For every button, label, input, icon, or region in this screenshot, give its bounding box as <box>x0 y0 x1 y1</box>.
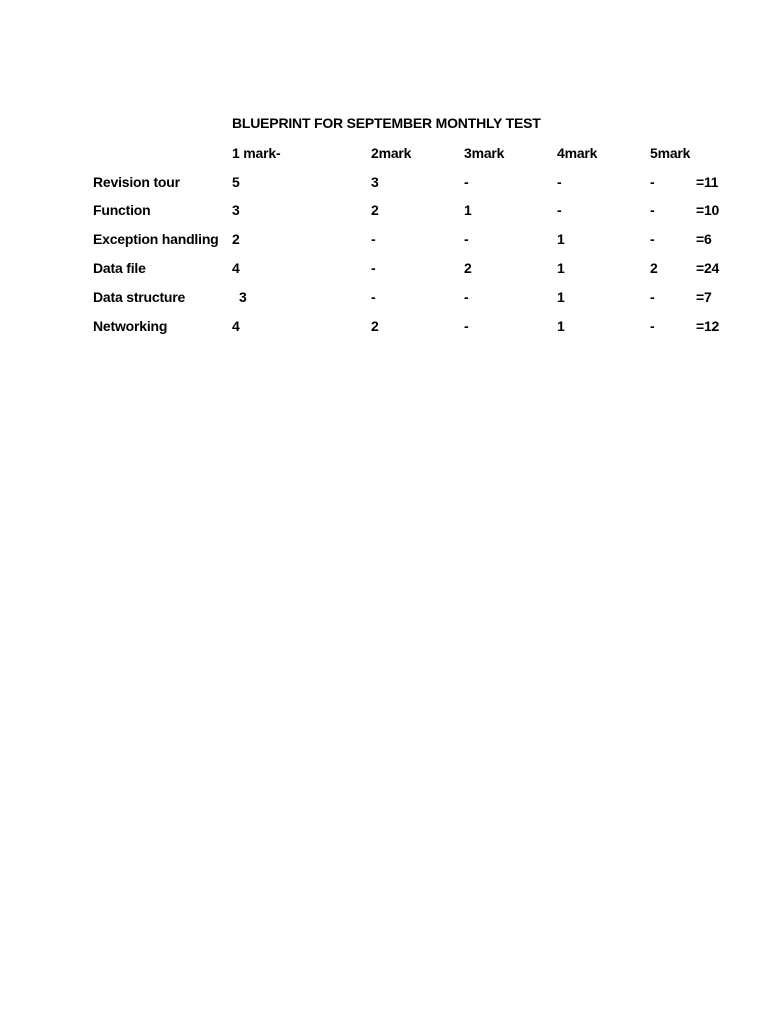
row-3-mark: - <box>464 231 469 247</box>
header-5-mark: 5mark <box>650 145 691 161</box>
row-3-mark: 1 <box>464 202 472 218</box>
row-3-mark: 2 <box>464 260 472 276</box>
row-topic: Networking <box>93 318 168 334</box>
row-total: =11 <box>696 174 719 190</box>
row-2-mark: 2 <box>371 202 379 218</box>
row-4-mark: 1 <box>557 318 565 334</box>
row-4-mark: - <box>557 202 562 218</box>
row-2-mark: - <box>371 289 376 305</box>
row-3-mark: - <box>464 289 469 305</box>
row-total: =10 <box>696 202 720 218</box>
row-topic: Exception handling <box>93 231 219 247</box>
row-1-mark: 3 <box>239 289 247 305</box>
header-1-mark: 1 mark- <box>232 145 281 161</box>
row-4-mark: 1 <box>557 260 565 276</box>
row-1-mark: 5 <box>232 174 240 190</box>
row-topic: Data file <box>93 260 146 276</box>
row-total: =7 <box>696 289 712 305</box>
row-2-mark: 2 <box>371 318 379 334</box>
header-2-mark: 2mark <box>371 145 412 161</box>
row-5-mark: - <box>650 318 655 334</box>
row-total: =6 <box>696 231 712 247</box>
row-topic: Revision tour <box>93 174 180 190</box>
row-3-mark: - <box>464 318 469 334</box>
row-total: =24 <box>696 260 720 276</box>
row-2-mark: - <box>371 231 376 247</box>
row-1-mark: 4 <box>232 318 240 334</box>
row-topic: Data structure <box>93 289 186 305</box>
header-4-mark: 4mark <box>557 145 598 161</box>
row-topic: Function <box>93 202 151 218</box>
row-1-mark: 3 <box>232 202 240 218</box>
row-5-mark: - <box>650 202 655 218</box>
row-total: =12 <box>696 318 720 334</box>
header-3-mark: 3mark <box>464 145 505 161</box>
row-5-mark: - <box>650 174 655 190</box>
row-5-mark: - <box>650 289 655 305</box>
row-2-mark: - <box>371 260 376 276</box>
row-5-mark: 2 <box>650 260 658 276</box>
row-1-mark: 4 <box>232 260 240 276</box>
row-4-mark: 1 <box>557 289 565 305</box>
row-1-mark: 2 <box>232 231 240 247</box>
row-4-mark: 1 <box>557 231 565 247</box>
row-4-mark: - <box>557 174 562 190</box>
row-5-mark: - <box>650 231 655 247</box>
row-2-mark: 3 <box>371 174 379 190</box>
document-title: BLUEPRINT FOR SEPTEMBER MONTHLY TEST <box>232 115 541 131</box>
row-3-mark: - <box>464 174 469 190</box>
